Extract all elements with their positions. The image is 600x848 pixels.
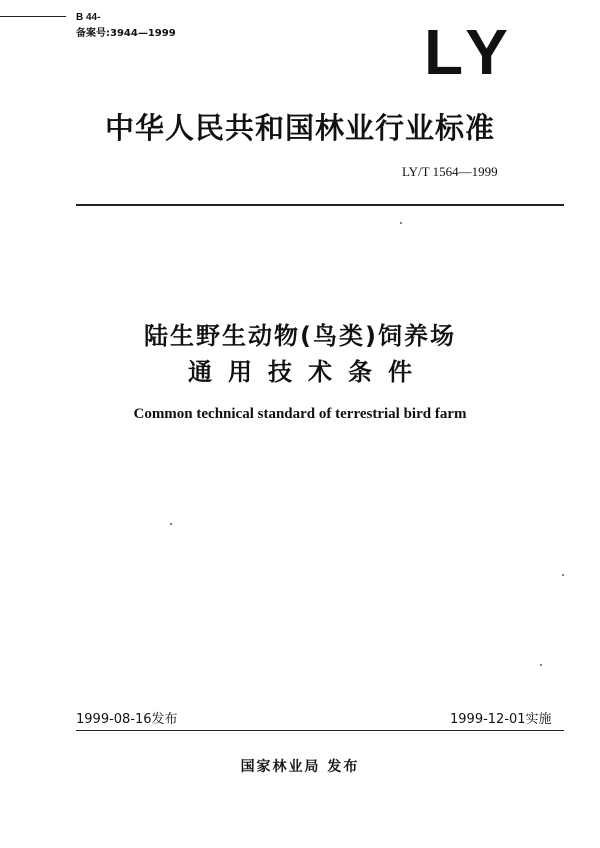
scan-speck <box>562 574 564 576</box>
document-title-english: Common technical standard of terrestrial bird farm <box>133 406 467 422</box>
publisher: 国家林业局 发布 <box>240 759 360 775</box>
filing-number: 备案号:3944—1999 <box>76 28 176 39</box>
footer-divider <box>76 730 564 731</box>
effective-date: 1999-12-01实施 <box>450 712 552 727</box>
scan-speck <box>400 222 402 224</box>
issue-date: 1999-08-16发布 <box>76 712 178 727</box>
standard-category-title: 中华人民共和国林业行业标准 <box>104 111 495 145</box>
header-top-rule <box>0 16 66 17</box>
scan-speck <box>540 664 542 666</box>
standard-number: LY/T 1564—1999 <box>402 164 498 179</box>
document-title-line1: 陆生野生动物(鸟类)饲养场 <box>144 322 456 350</box>
header-divider <box>76 204 564 206</box>
document-title-line2: 通用技术条件 <box>188 358 428 386</box>
scan-speck <box>170 523 172 525</box>
ly-logo: LY <box>424 16 516 88</box>
ics-code: B 44- <box>76 12 101 23</box>
